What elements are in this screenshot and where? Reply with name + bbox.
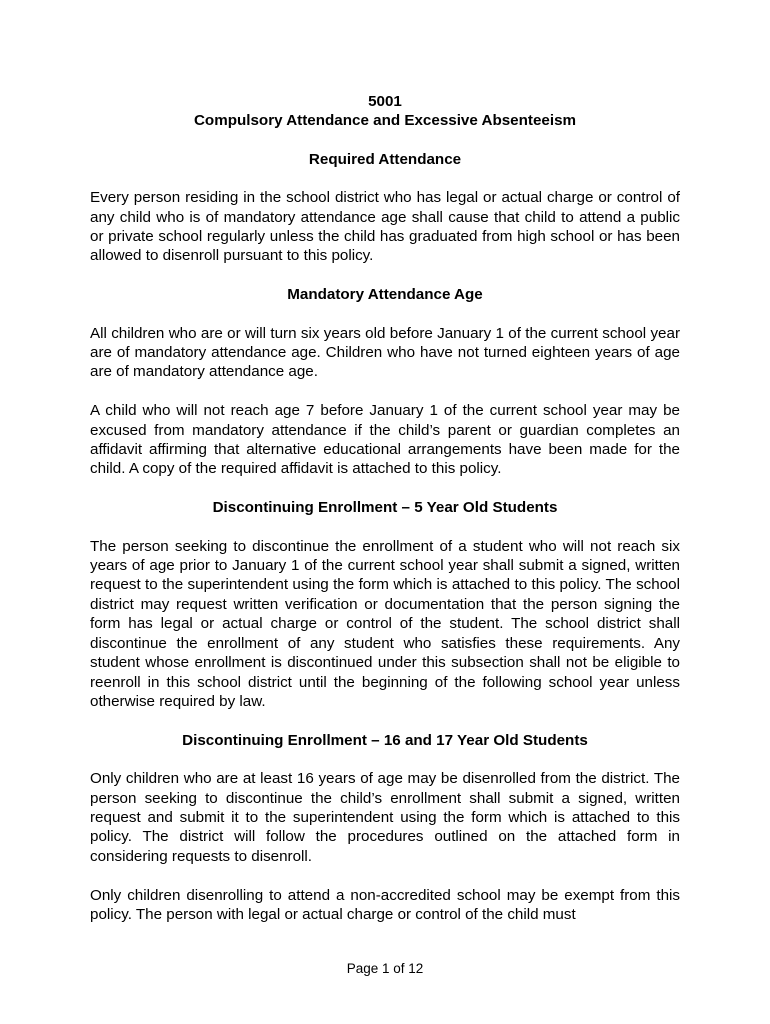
policy-number: 5001 (368, 93, 402, 110)
paragraph: Only children disenrolling to attend a non-accredited school may be exempt from this policy. The person with legal or actual charge or control of the child must (90, 886, 680, 923)
paragraph: Every person residing in the school district who has legal or actual charge or control of any child who is of mandatory attendance age shall cause that child to attend a public or private school regularly unless the child has graduated from high school or has been allowed to disenroll pursuant to this policy. (90, 189, 680, 265)
paragraph: All children who are or will turn six years old before January 1 of the current school year are of mandatory attendance age. Children who have not turned eighteen years of age are of mandatory attendance age. (90, 324, 680, 381)
paragraph: The person seeking to discontinue the enrollment of a student who will not reach six years of age prior to January 1 of the current school year shall submit a signed, written request to the superintendent using the form which is attached to this policy. The school district may request written verification or documentation that the person signing the form has legal or actual charge or control of the student. The school district shall discontinue the enrollment of any student who satisfies these requirements. Any student whose enrollment is discontinued under this subsection shall not be eligible to reenroll in this school district until the beginning of the following school year unless otherwise required by law. (90, 537, 680, 710)
document-body (90, 92, 680, 944)
section-heading-required-attendance: Required Attendance (308, 150, 462, 168)
policy-title: Compulsory Attendance and Excessive Absenteeism (193, 112, 577, 130)
section-heading-discontinuing-enrollment-5-year-old: Discontinuing Enrollment – 5 Year Old Students (212, 499, 558, 517)
paragraph: Only children who are at least 16 years of age may be disenrolled from the district. The person seeking to discontinue the child’s enrollment shall submit a signed, written request and submit it to the superintendent using the form which is attached to this policy. The district will follow the procedures outlined on the attached form in considering requests to disenroll. (90, 770, 680, 865)
paragraph: A child who will not reach age 7 before January 1 of the current school year may be excused from mandatory attendance if the child’s parent or guardian completes an affidavit affirming that alternative educational arrangements have been made for the child. A copy of the required affidavit is attached to this policy. (90, 402, 680, 478)
page-number-footer: Page 1 of 12 (346, 961, 424, 976)
section-heading-mandatory-attendance-age: Mandatory Attendance Age (287, 286, 483, 304)
section-heading-discontinuing-enrollment-16-17-year-old: Discontinuing Enrollment – 16 and 17 Year Old Students (182, 731, 588, 749)
